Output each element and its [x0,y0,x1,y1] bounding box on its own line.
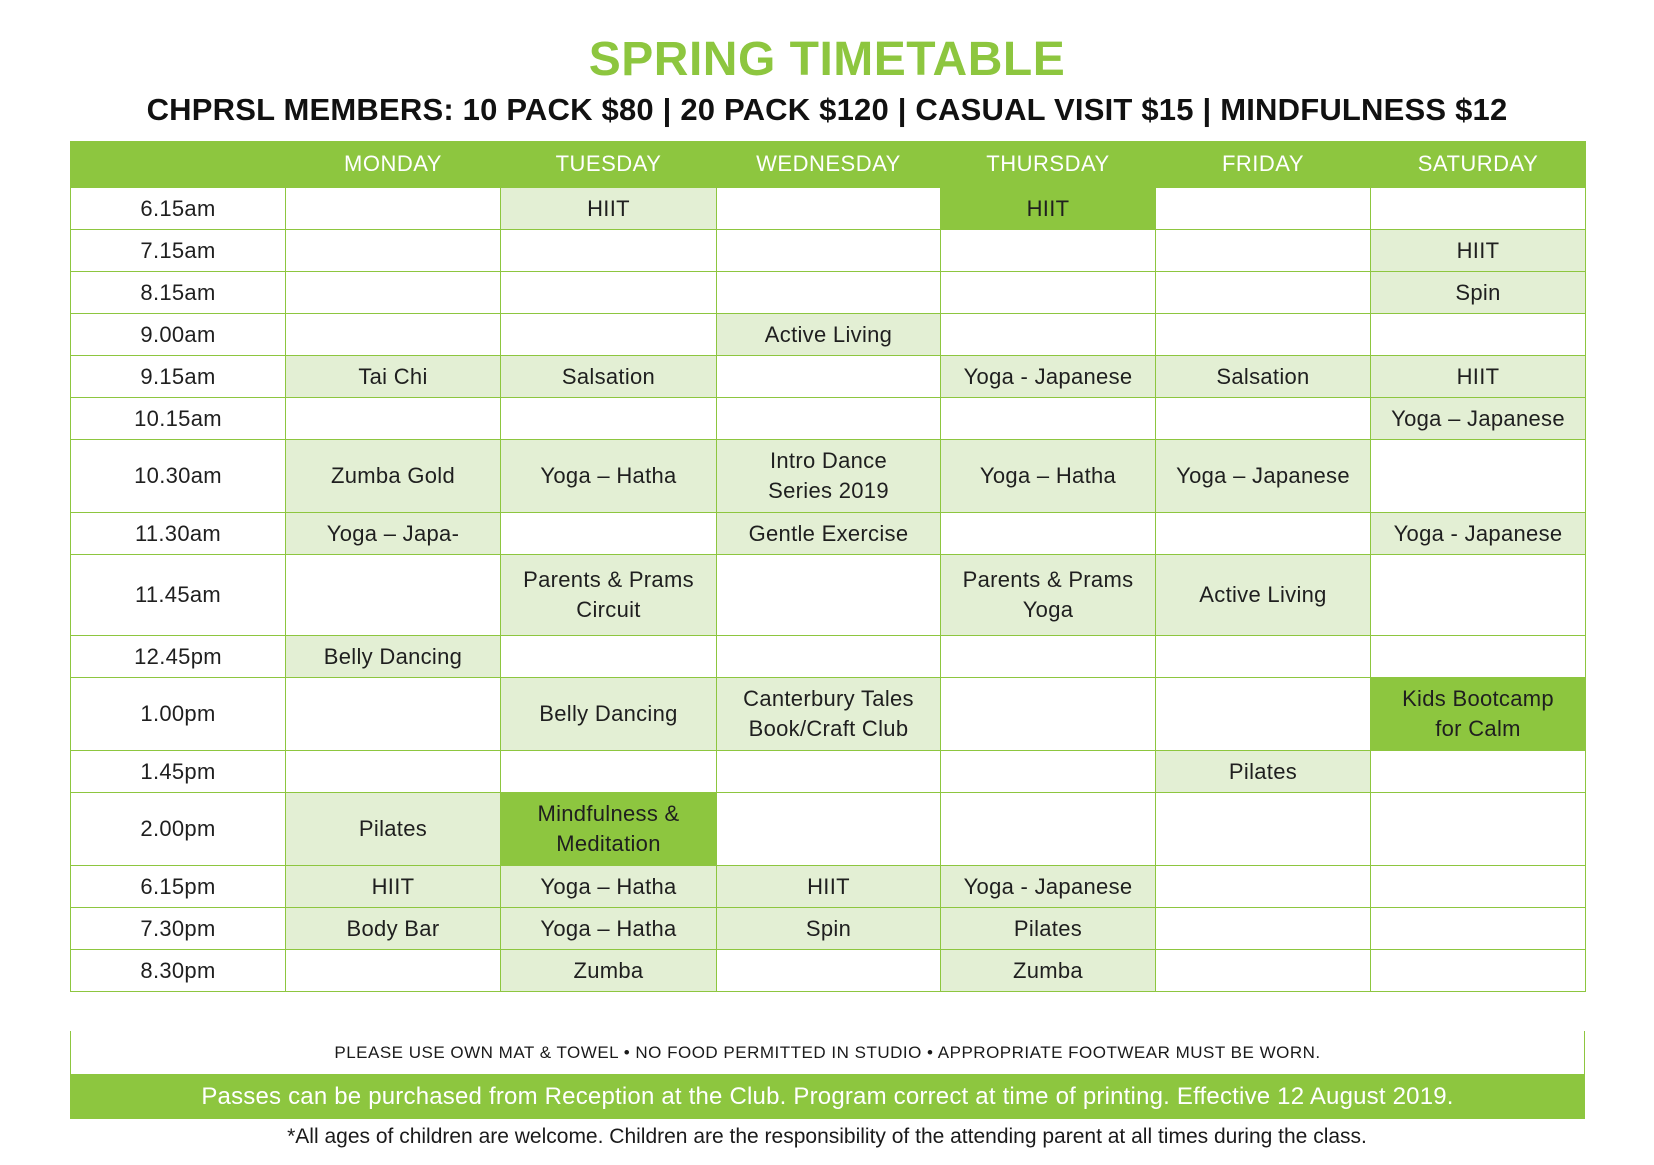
class-cell-saturday [1371,555,1586,636]
class-cell-monday: Yoga – Japa- [286,513,501,555]
class-cell-friday [1156,398,1371,440]
class-cell-monday: Tai Chi [286,356,501,398]
class-cell-thursday: HIIT [941,188,1156,230]
time-slot-label: 1.45pm [71,751,286,793]
class-cell-wednesday [717,272,941,314]
class-cell-saturday [1371,314,1586,356]
class-cell-tuesday: Zumba [501,950,717,992]
class-cell-monday [286,751,501,793]
passes-banner: Passes can be purchased from Reception at the Club. Program correct at time of printing. Effective 12 August 2019. [70,1075,1585,1119]
class-cell-friday [1156,908,1371,950]
table-row [71,678,1586,751]
class-cell-monday [286,950,501,992]
pricing-subtitle: CHPRSL MEMBERS: 10 PACK $80 | 20 PACK $120 | CASUAL VISIT $15 | MINDFULNESS $12 [146,92,1508,127]
time-slot-label: 1.00pm [71,678,286,751]
time-slot-label: 6.15pm [71,866,286,908]
class-cell-friday [1156,793,1371,866]
class-cell-monday [286,272,501,314]
class-cell-monday [286,555,501,636]
class-cell-saturday [1371,636,1586,678]
class-cell-wednesday [717,398,941,440]
table-row [71,398,1586,440]
class-cell-friday [1156,314,1371,356]
class-cell-wednesday [717,751,941,793]
class-cell-tuesday: Salsation [501,356,717,398]
timetable-body [71,188,1586,992]
class-cell-saturday: Spin [1371,272,1586,314]
class-cell-friday [1156,513,1371,555]
time-slot-label: 9.00am [71,314,286,356]
day-header-wednesday: WEDNESDAY [717,141,941,188]
time-slot-label: 2.00pm [71,793,286,866]
class-cell-thursday: Yoga - Japanese [941,356,1156,398]
day-header-friday: FRIDAY [1156,141,1371,188]
table-row [71,793,1586,866]
day-header-tuesday: TUESDAY [501,141,717,188]
time-slot-label: 10.15am [71,398,286,440]
class-cell-tuesday [501,272,717,314]
class-cell-wednesday [717,230,941,272]
time-slot-label: 8.30pm [71,950,286,992]
class-cell-tuesday [501,636,717,678]
class-cell-thursday [941,636,1156,678]
class-cell-monday [286,314,501,356]
time-slot-label: 6.15am [71,188,286,230]
class-cell-saturday [1371,793,1586,866]
class-cell-thursday [941,272,1156,314]
class-cell-friday: Yoga – Japanese [1156,440,1371,513]
time-slot-label: 10.30am [71,440,286,513]
class-cell-tuesday [501,513,717,555]
class-cell-thursday [941,230,1156,272]
class-cell-wednesday: Active Living [717,314,941,356]
class-cell-monday [286,230,501,272]
class-cell-saturday [1371,866,1586,908]
class-name-line: Circuit [576,597,641,622]
class-cell-saturday [1371,950,1586,992]
day-header-monday: MONDAY [286,141,501,188]
class-cell-tuesday: Yoga – Hatha [501,866,717,908]
class-cell-friday [1156,950,1371,992]
class-name-line: Kids Bootcamp [1402,686,1554,711]
class-cell-saturday: Yoga - Japanese [1371,513,1586,555]
table-row [71,356,1586,398]
class-cell-monday [286,398,501,440]
class-cell-wednesday [717,440,941,513]
class-cell-friday: Salsation [1156,356,1371,398]
class-cell-friday [1156,230,1371,272]
class-cell-thursday: Yoga – Hatha [941,440,1156,513]
class-cell-thursday [941,398,1156,440]
class-cell-saturday: Yoga – Japanese [1371,398,1586,440]
class-name-line: Mindfulness & [537,801,680,826]
children-footnote: *All ages of children are welcome. Children are the responsibility of the attending parent at all times during the class. [287,1125,1367,1148]
class-cell-tuesday [501,793,717,866]
class-cell-thursday [941,314,1156,356]
class-cell-monday: Body Bar [286,908,501,950]
class-cell-thursday [941,513,1156,555]
class-cell-friday [1156,188,1371,230]
class-cell-tuesday: Yoga – Hatha [501,908,717,950]
class-cell-thursday [941,555,1156,636]
class-cell-friday [1156,678,1371,751]
page-title: SPRING TIMETABLE [588,33,1066,86]
class-cell-friday: Pilates [1156,751,1371,793]
studio-rules-notice: PLEASE USE OWN MAT & TOWEL • NO FOOD PERMITTED IN STUDIO • APPROPRIATE FOOTWEAR MUST BE WORN. [70,1031,1585,1075]
class-cell-monday: Zumba Gold [286,440,501,513]
class-cell-friday [1156,636,1371,678]
class-name-line: Intro Dance [769,448,888,473]
class-name-line: Parents & Prams [523,567,694,592]
class-cell-monday: Pilates [286,793,501,866]
class-cell-wednesday [717,793,941,866]
table-row [71,751,1586,793]
class-cell-saturday [1371,751,1586,793]
class-cell-tuesday: Yoga – Hatha [501,440,717,513]
class-cell-thursday: Yoga - Japanese [941,866,1156,908]
class-cell-wednesday [717,188,941,230]
table-row [71,188,1586,230]
class-cell-wednesday: Spin [717,908,941,950]
class-cell-saturday [1371,440,1586,513]
class-cell-tuesday: HIIT [501,188,717,230]
class-cell-friday [1156,272,1371,314]
class-name-line: Yoga [1022,597,1074,622]
class-cell-tuesday [501,751,717,793]
class-cell-wednesday [717,555,941,636]
table-row [71,314,1586,356]
class-cell-wednesday [717,356,941,398]
class-name-line: Canterbury Tales [743,686,914,711]
class-cell-wednesday: Gentle Exercise [717,513,941,555]
class-cell-saturday [1371,908,1586,950]
table-row [71,513,1586,555]
time-slot-label: 9.15am [71,356,286,398]
class-cell-tuesday [501,398,717,440]
class-cell-thursday [941,678,1156,751]
table-row [71,636,1586,678]
class-cell-thursday [941,751,1156,793]
time-slot-label: 11.45am [71,555,286,636]
time-slot-label: 7.30pm [71,908,286,950]
class-cell-thursday: Pilates [941,908,1156,950]
class-cell-wednesday [717,636,941,678]
class-cell-monday [286,188,501,230]
class-cell-thursday [941,793,1156,866]
class-cell-tuesday [501,230,717,272]
class-cell-tuesday [501,314,717,356]
class-cell-monday: HIIT [286,866,501,908]
time-slot-label: 11.30am [71,513,286,555]
time-slot-label: 8.15am [71,272,286,314]
timetable [70,141,1585,992]
table-row [71,866,1586,908]
day-header-thursday: THURSDAY [941,141,1156,188]
time-slot-label: 12.45pm [71,636,286,678]
class-cell-saturday [1371,678,1586,751]
class-name-line: for Calm [1435,716,1521,741]
table-row [71,950,1586,992]
time-column-header [71,141,286,188]
class-cell-monday [286,678,501,751]
class-name-line: Parents & Prams [962,567,1134,592]
header-row [71,141,1586,188]
time-slot-label: 7.15am [71,230,286,272]
class-name-line: Book/Craft Club [748,716,909,741]
class-cell-saturday: HIIT [1371,356,1586,398]
class-cell-monday: Belly Dancing [286,636,501,678]
class-cell-tuesday: Belly Dancing [501,678,717,751]
class-cell-wednesday [717,950,941,992]
class-cell-wednesday: HIIT [717,866,941,908]
class-cell-tuesday [501,555,717,636]
table-row [71,272,1586,314]
table-row [71,908,1586,950]
class-cell-thursday: Zumba [941,950,1156,992]
class-cell-wednesday [717,678,941,751]
table-row [71,440,1586,513]
class-name-line: Meditation [556,831,661,856]
day-header-saturday: SATURDAY [1371,141,1586,188]
class-cell-friday: Active Living [1156,555,1371,636]
class-name-line: Series 2019 [768,478,889,503]
table-row [71,555,1586,636]
table-row [71,230,1586,272]
class-cell-saturday: HIIT [1371,230,1586,272]
class-cell-friday [1156,866,1371,908]
class-cell-saturday [1371,188,1586,230]
timetable-grid [70,141,1586,992]
